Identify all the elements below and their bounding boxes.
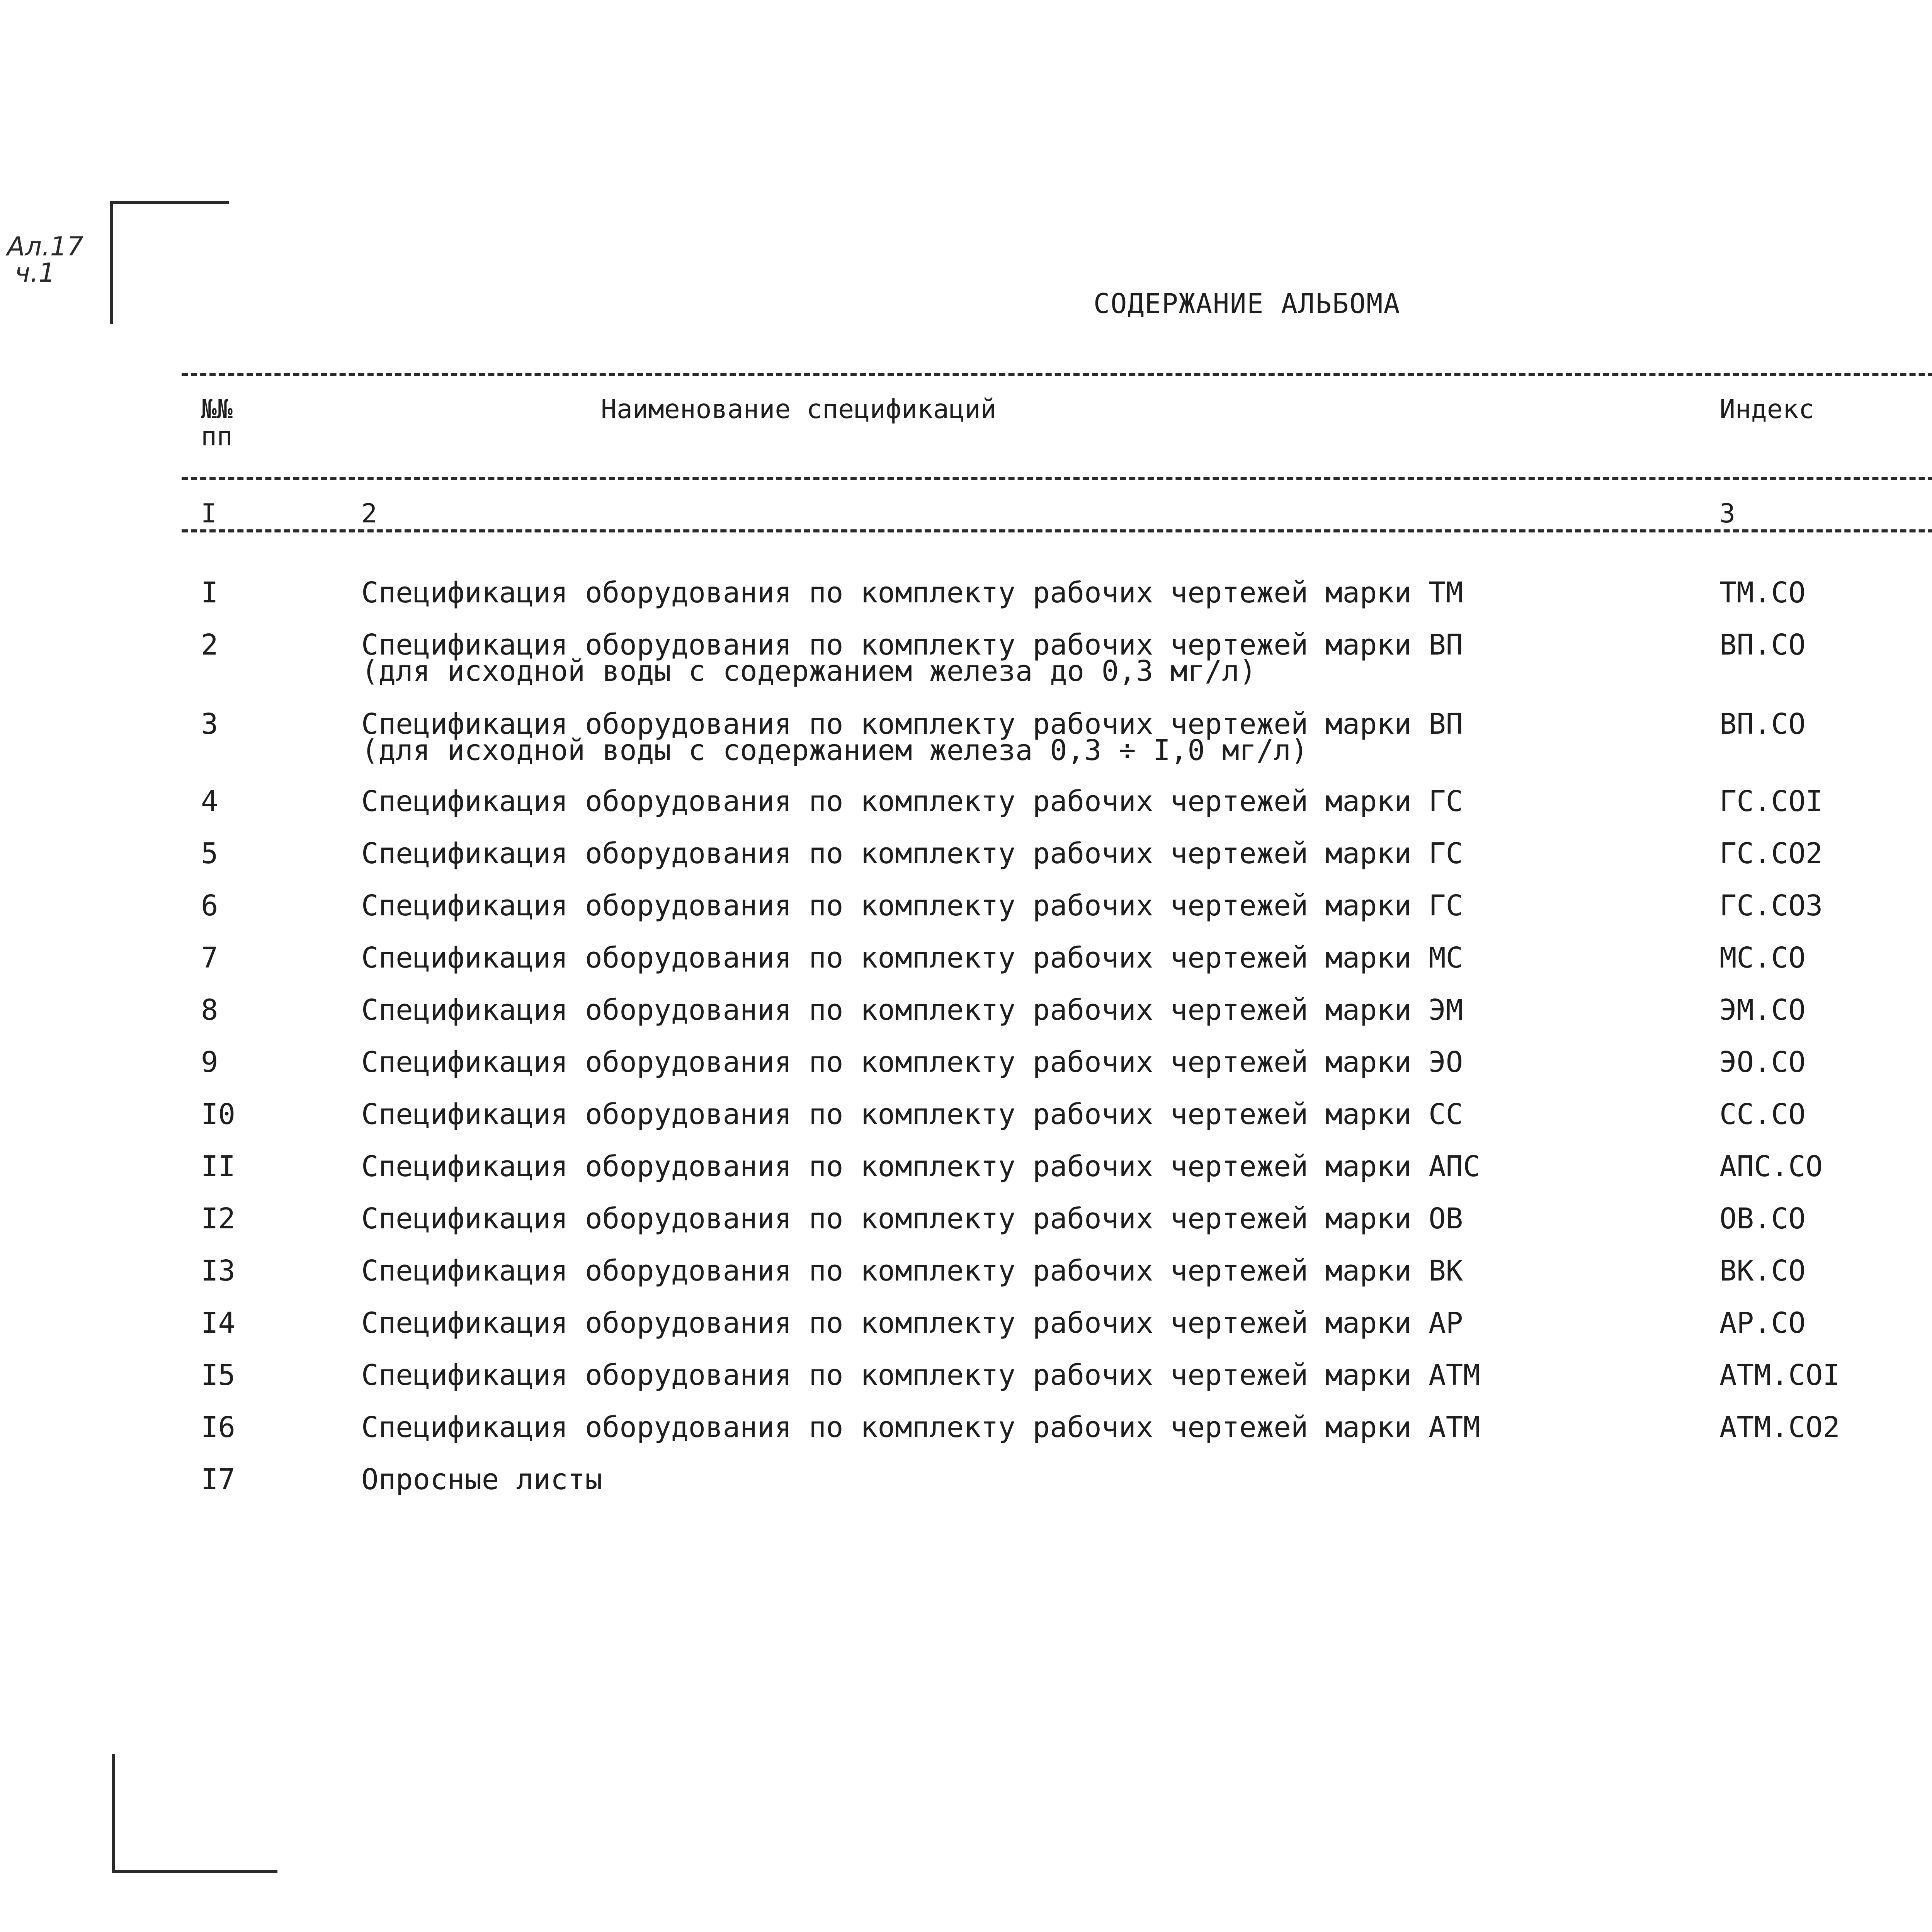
row-number: 5 bbox=[201, 837, 218, 870]
frame-corner-bottom-left bbox=[112, 1754, 277, 1873]
row-name bbox=[361, 707, 1463, 767]
row-number: 3 bbox=[201, 707, 218, 741]
row-number: 4 bbox=[201, 785, 218, 818]
row-index: АПС.СО bbox=[1719, 1150, 1823, 1183]
row-name-line1: Спецификация оборудования по комплекту рабочих чертежей марки СС bbox=[361, 1098, 1463, 1131]
row-name-line1: Спецификация оборудования по комплекту рабочих чертежей марки ЭМ bbox=[361, 993, 1463, 1027]
row-name-line1: Спецификация оборудования по комплекту рабочих чертежей марки ЭО bbox=[361, 1046, 1463, 1079]
row-number: I2 bbox=[201, 1202, 236, 1235]
row-name-line1: Спецификация оборудования по комплекту рабочих чертежей марки ОВ bbox=[361, 1202, 1463, 1235]
row-index: ГС.СО2 bbox=[1719, 837, 1823, 870]
row-name-line1: Спецификация оборудования по комплекту рабочих чертежей марки АР bbox=[361, 1306, 1463, 1340]
row-name bbox=[361, 1359, 1480, 1392]
row-name bbox=[361, 1463, 602, 1496]
album-note-line1: Ал.17 bbox=[7, 231, 84, 262]
column-number-rule bbox=[182, 529, 1932, 532]
album-note bbox=[7, 231, 84, 288]
row-name bbox=[361, 1254, 1463, 1287]
row-number: I5 bbox=[201, 1359, 236, 1392]
row-index: ЭМ.СО bbox=[1719, 993, 1806, 1027]
row-index: ВП.СО bbox=[1719, 707, 1806, 741]
row-index: СС.СО bbox=[1719, 1098, 1806, 1131]
header-number bbox=[201, 396, 233, 450]
page-title: СОДЕРЖАНИЕ АЛЬБОМА bbox=[1094, 288, 1401, 320]
header-number-line2: пп bbox=[201, 421, 233, 452]
row-name-line1: Спецификация оборудования по комплекту рабочих чертежей марки ТМ bbox=[361, 576, 1463, 609]
row-index: АТМ.СОI bbox=[1719, 1359, 1840, 1392]
row-index: ГС.СО3 bbox=[1719, 889, 1823, 922]
row-number: I7 bbox=[201, 1463, 236, 1496]
column-number-2: 2 bbox=[361, 498, 377, 529]
row-name bbox=[361, 1046, 1463, 1079]
row-name-line1: Спецификация оборудования по комплекту рабочих чертежей марки АТМ bbox=[361, 1359, 1480, 1392]
row-name bbox=[361, 1202, 1463, 1235]
row-number: 7 bbox=[201, 941, 218, 975]
row-name-line1: Спецификация оборудования по комплекту рабочих чертежей марки МС bbox=[361, 941, 1463, 975]
row-index: ВК.СО bbox=[1719, 1254, 1806, 1287]
row-name bbox=[361, 1306, 1463, 1340]
row-name-line1: Спецификация оборудования по комплекту рабочих чертежей марки ВП bbox=[361, 628, 1463, 662]
row-name-line1: Спецификация оборудования по комплекту рабочих чертежей марки ГС bbox=[361, 837, 1463, 870]
row-name bbox=[361, 628, 1463, 688]
row-index: МС.СО bbox=[1719, 941, 1806, 975]
row-name-line1: Спецификация оборудования по комплекту рабочих чертежей марки ВК bbox=[361, 1254, 1463, 1287]
row-name-line1: Опросные листы bbox=[361, 1463, 602, 1496]
row-name-line1: Спецификация оборудования по комплекту рабочих чертежей марки ВП bbox=[361, 707, 1463, 741]
header-top-rule bbox=[182, 373, 1932, 376]
row-number: 9 bbox=[201, 1046, 218, 1079]
row-index: АР.СО bbox=[1719, 1306, 1806, 1340]
row-index: ОВ.СО bbox=[1719, 1202, 1806, 1235]
row-name-line2: (для исходной воды с содержанием железа 0,3 ÷ I,0 мг/л) bbox=[361, 734, 1308, 767]
row-number: I4 bbox=[201, 1306, 236, 1340]
row-name-line2: (для исходной воды с содержанием железа до 0,3 мг/л) bbox=[361, 655, 1257, 688]
row-name bbox=[361, 889, 1463, 922]
row-number: I3 bbox=[201, 1254, 236, 1287]
header-name: Наименование спецификаций bbox=[601, 394, 997, 425]
row-number: 2 bbox=[201, 628, 218, 662]
album-note-line2: ч.1 bbox=[15, 258, 56, 288]
row-name bbox=[361, 1411, 1480, 1444]
row-number: 6 bbox=[201, 889, 218, 922]
row-name-line1: Спецификация оборудования по комплекту рабочих чертежей марки АПС bbox=[361, 1150, 1480, 1183]
row-name bbox=[361, 1098, 1463, 1131]
row-index: ЭО.СО bbox=[1719, 1046, 1806, 1079]
row-name-line1: Спецификация оборудования по комплекту рабочих чертежей марки ГС bbox=[361, 785, 1463, 818]
header-number-line1: №№ bbox=[201, 394, 233, 425]
row-name bbox=[361, 1150, 1480, 1183]
row-name-line1: Спецификация оборудования по комплекту рабочих чертежей марки ГС bbox=[361, 889, 1463, 922]
row-number: II bbox=[201, 1150, 236, 1183]
row-index: ГС.СОI bbox=[1719, 785, 1823, 818]
row-name-line1: Спецификация оборудования по комплекту рабочих чертежей марки АТМ bbox=[361, 1411, 1480, 1444]
row-number: I bbox=[201, 576, 218, 609]
column-number-3: 3 bbox=[1719, 498, 1735, 529]
row-number: I0 bbox=[201, 1098, 236, 1131]
frame-corner-top-left bbox=[110, 201, 229, 324]
row-name bbox=[361, 837, 1463, 870]
row-name bbox=[361, 993, 1463, 1027]
row-name bbox=[361, 576, 1463, 609]
row-index: АТМ.СО2 bbox=[1719, 1411, 1840, 1444]
row-number: 8 bbox=[201, 993, 218, 1027]
row-name bbox=[361, 941, 1463, 975]
header-bottom-rule bbox=[182, 477, 1932, 480]
row-index: ВП.СО bbox=[1719, 628, 1806, 662]
row-number: I6 bbox=[201, 1411, 236, 1444]
row-index: ТМ.СО bbox=[1719, 576, 1806, 609]
row-name bbox=[361, 785, 1463, 818]
column-number-1: I bbox=[201, 498, 217, 529]
header-index: Индекс bbox=[1719, 394, 1815, 425]
